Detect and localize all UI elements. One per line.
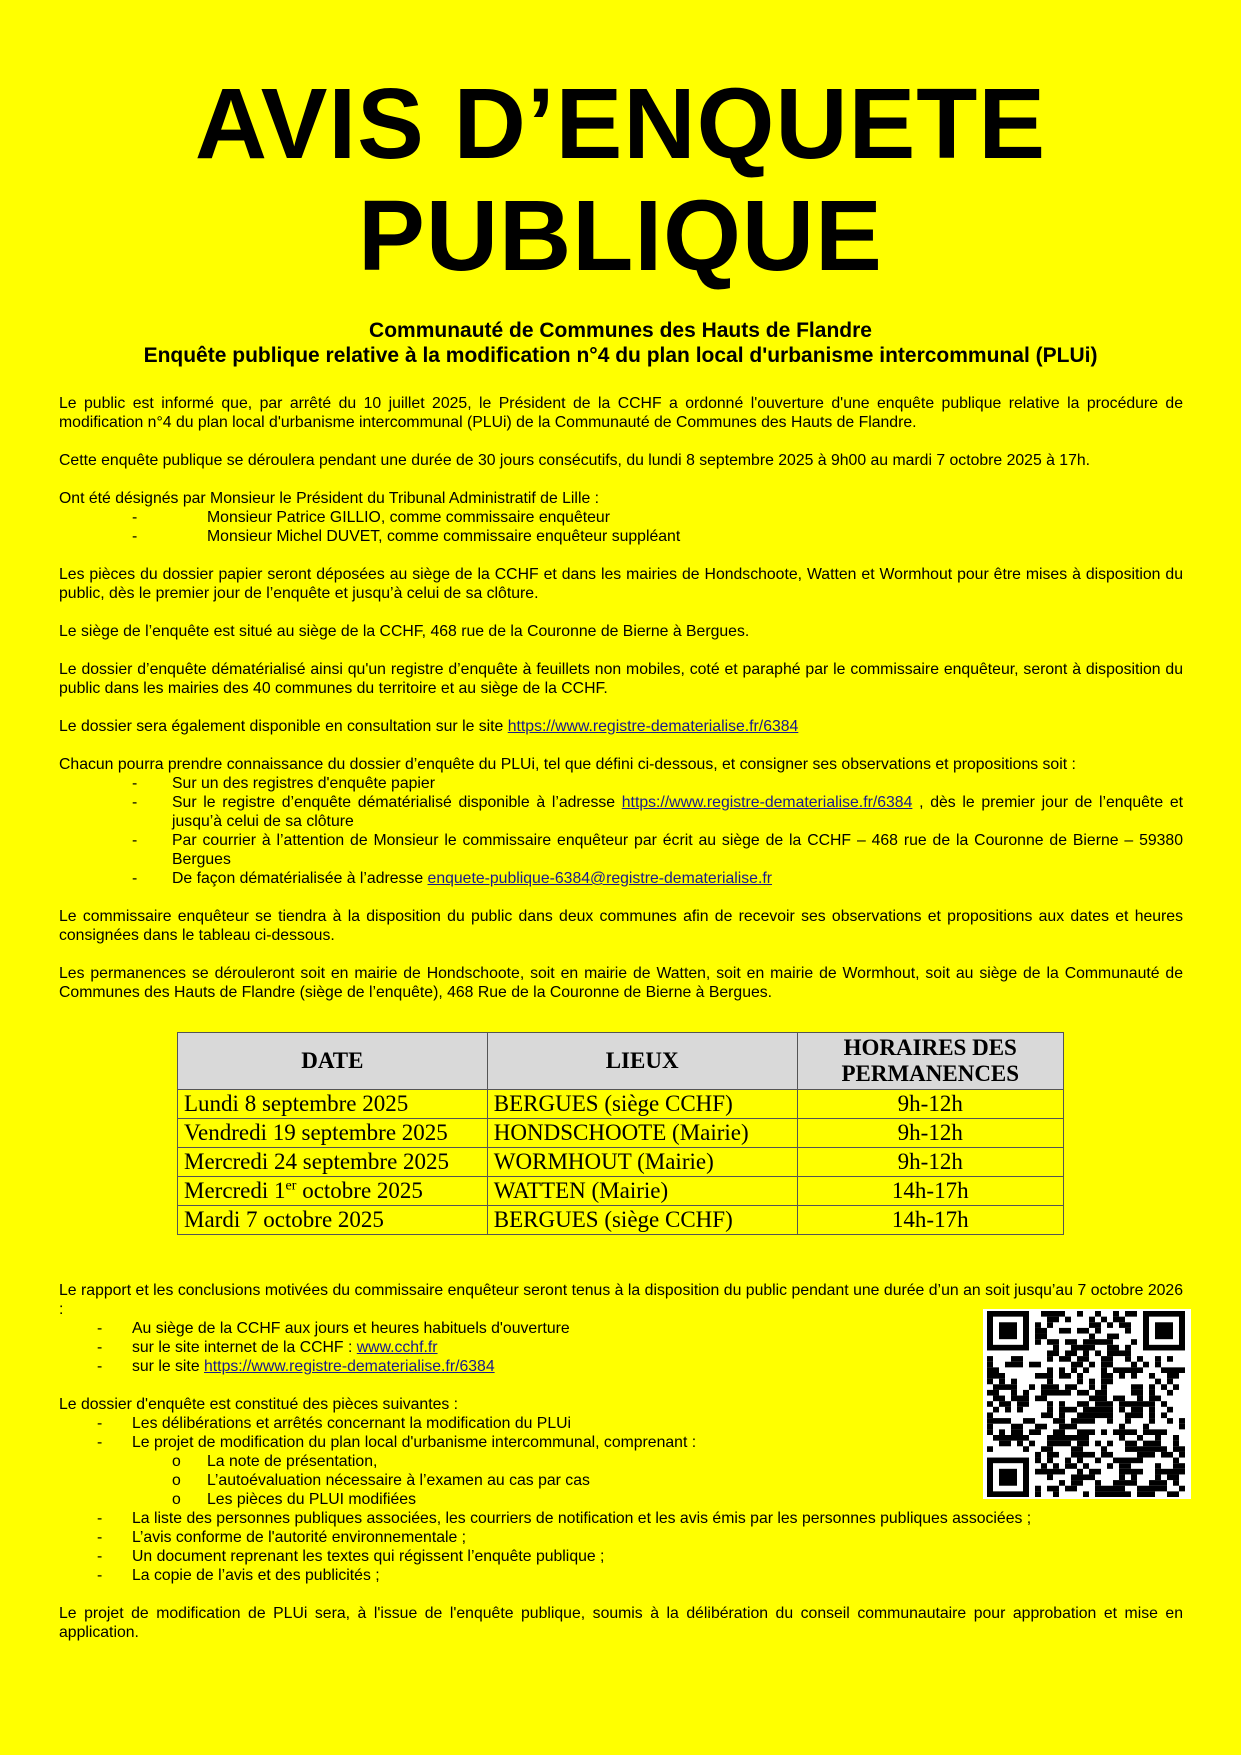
duration-paragraph: Cette enquête publique se déroulera pendant une durée de 30 jours consécutifs, du lundi 8 septembre 2025 à 9h00 au mardi 7 octobre 2025 à 17h. [59, 452, 1091, 469]
cell-horaire: 14h-17h [797, 1177, 1064, 1206]
site-paragraph: Le dossier sera également disponible en consultation sur le site https://www.registre-dematerialise.fr/6384 [59, 718, 799, 735]
body-block-1 [59, 394, 1183, 1002]
piece-item: - La copie de l’avis et des publicités ; [97, 1567, 380, 1584]
constitue-paragraph: Le dossier d'enquête est constitué des pièces suivantes : [59, 1396, 459, 1413]
table-row [178, 1206, 1064, 1235]
column-header-date: DATE [178, 1033, 488, 1090]
cell-date: Mardi 7 octobre 2025 [178, 1206, 488, 1235]
siege-paragraph: Le siège de l’enquête est situé au siège de la CCHF, 468 rue de la Couronne de Bierne à Bergues. [59, 623, 750, 640]
piece-item: - L’avis conforme de l'autorité environnementale ; [97, 1529, 467, 1546]
sub-piece-item: o L’autoévaluation nécessaire à l’examen au cas par cas [172, 1472, 590, 1489]
rapport-paragraph: Le rapport et les conclusions motivées du commissaire enquêteur seront tenus à la disposition du public pendant une durée d’un an soit jusqu’au 7 octobre 2026 : [59, 1282, 1183, 1318]
qr-code-graphic [983, 1309, 1191, 1499]
sub-piece-item: o Les pièces du PLUI modifiées [172, 1491, 416, 1508]
cell-date: Vendredi 19 septembre 2025 [178, 1119, 488, 1148]
dossier-paragraph: Le dossier d’enquête dématérialisé ainsi qu'un registre d’enquête à feuillets non mobiles, coté et paraphé par le commissaire enquêteur, seront à disposition du public dans les mairies des 40 communes du territoire et au siège de la CCHF. [59, 661, 1183, 697]
subtitle-line2: Enquête publique relative à la modification n°4 du plan local d'urbanisme intercommunal (PLUi) [143, 344, 1098, 367]
subtitle-line1: Communauté de Communes des Hauts de Flandre [369, 319, 872, 342]
observation-item: - Par courrier à l’attention de Monsieur le commissaire enquêteur par écrit au siège de la CCHF – 468 rue de la Couronne de Bierne – 59380 Bergues [132, 832, 1183, 868]
observation-item: - Sur un des registres d'enquête papier [132, 775, 435, 792]
pieces-paragraph: Les pièces du dossier papier seront déposées au siège de la CCHF et dans les mairies de Hondschoote, Watten et Wormhout pour être mises à disposition du public, dès le premier jour de l’enquête et jusqu’à celui de sa clôture. [59, 566, 1183, 602]
registre-link[interactable]: https://www.registre-dematerialise.fr/6384 [507, 718, 799, 735]
main-title-line2: PUBLIQUE [358, 180, 883, 292]
cell-lieu: WORMHOUT (Mairie) [487, 1148, 797, 1177]
cell-lieu: HONDSCHOOTE (Mairie) [487, 1119, 797, 1148]
piece-item: - Le projet de modification du plan local d'urbanisme intercommunal, comprenant : [97, 1434, 697, 1451]
cell-horaire: 9h-12h [797, 1119, 1064, 1148]
table-row [178, 1119, 1064, 1148]
cell-horaire: 14h-17h [797, 1206, 1064, 1235]
cell-horaire: 9h-12h [797, 1148, 1064, 1177]
column-header-lieux: LIEUX [487, 1033, 797, 1090]
cell-date: Mercredi 24 septembre 2025 [178, 1148, 488, 1177]
table-row [178, 1148, 1064, 1177]
final-paragraph: Le projet de modification de PLUi sera, à l'issue de l'enquête publique, soumis à la délibération du conseil communautaire pour approbation et mise en application. [59, 1605, 1183, 1641]
main-title-line1: AVIS D’ENQUETE [194, 68, 1047, 180]
email-link[interactable]: enquete-publique-6384@registre-dematerialise.fr [427, 870, 772, 887]
piece-item: - Un document reprenant les textes qui régissent l’enquête publique ; [97, 1548, 605, 1565]
sub-piece-item: o La note de présentation, [172, 1453, 378, 1470]
intro-paragraph: Le public est informé que, par arrêté du 10 juillet 2025, le Président de la CCHF a ordonné l'ouverture d'une enquête publique relative la procédure de modification n°4 du plan local d'urbanisme intercommunal (PLUi) de la Communauté de Communes des Hauts de Flandre. [59, 395, 1183, 431]
observation-item: - Sur le registre d’enquête dématérialisé disponible à l’adresse https://www.registre-dematerialise.fr/6384 , dès le premier jour de l’enquête et jusqu’à celui de sa clôture [132, 794, 1183, 830]
piece-item: - Les délibérations et arrêtés concernant la modification du PLUi [97, 1415, 572, 1432]
observation-item: - De façon dématérialisée à l’adresse enquete-publique-6384@registre-dematerialise.fr [132, 870, 772, 887]
registre-link[interactable]: https://www.registre-dematerialise.fr/6384 [204, 1358, 495, 1375]
cell-lieu: WATTEN (Mairie) [487, 1177, 797, 1206]
rapport-item: - Au siège de la CCHF aux jours et heures habituels d'ouverture [97, 1320, 570, 1337]
table-row [178, 1090, 1064, 1119]
cell-lieu: BERGUES (siège CCHF) [487, 1090, 797, 1119]
table-header-row [178, 1033, 1064, 1090]
rapport-item: - sur le site https://www.registre-dematerialise.fr/6384 [97, 1358, 495, 1375]
designation-paragraph: Ont été désignés par Monsieur le Président du Tribunal Administratif de Lille : [59, 490, 600, 507]
commissaire-item: - Monsieur Michel DUVET, comme commissaire enquêteur suppléant [132, 528, 681, 545]
commissaire-paragraph: Le commissaire enquêteur se tiendra à la disposition du public dans deux communes afin de recevoir ses observations et propositions aux dates et heures consignées dans le tableau ci-dessous. [59, 908, 1183, 944]
chacun-paragraph: Chacun pourra prendre connaissance du dossier d’enquête du PLUi, tel que défini ci-dessous, et consigner ses observations et propositions soit : [59, 756, 1076, 773]
cell-date: Mercredi 1er octobre 2025 [178, 1177, 488, 1206]
rapport-item: - sur le site internet de la CCHF : www.cchf.fr [97, 1339, 438, 1356]
column-header-horaires: HORAIRES DES PERMANENCES [797, 1033, 1064, 1090]
cell-date: Lundi 8 septembre 2025 [178, 1090, 488, 1119]
commissaire-item: - Monsieur Patrice GILLIO, comme commissaire enquêteur [132, 509, 610, 526]
schedule-table [177, 1032, 1064, 1235]
cell-lieu: BERGUES (siège CCHF) [487, 1206, 797, 1235]
cchf-link[interactable]: www.cchf.fr [356, 1339, 438, 1356]
table-row [178, 1177, 1064, 1206]
cell-horaire: 9h-12h [797, 1090, 1064, 1119]
piece-item: - La liste des personnes publiques associées, les courriers de notification et les avis émis par les personnes publiques associées ; [97, 1510, 1032, 1527]
qr-code-icon[interactable] [983, 1309, 1191, 1499]
registre-link[interactable]: https://www.registre-dematerialise.fr/6384 [621, 794, 913, 811]
permanences-paragraph: Les permanences se dérouleront soit en mairie de Hondschoote, soit en mairie de Watten, soit en mairie de Wormhout, soit au siège de la Communauté de Communes des Hauts de Flandre (siège de l’enquête), 468 Rue de la Couronne de Bierne à Bergues. [59, 965, 1183, 1001]
